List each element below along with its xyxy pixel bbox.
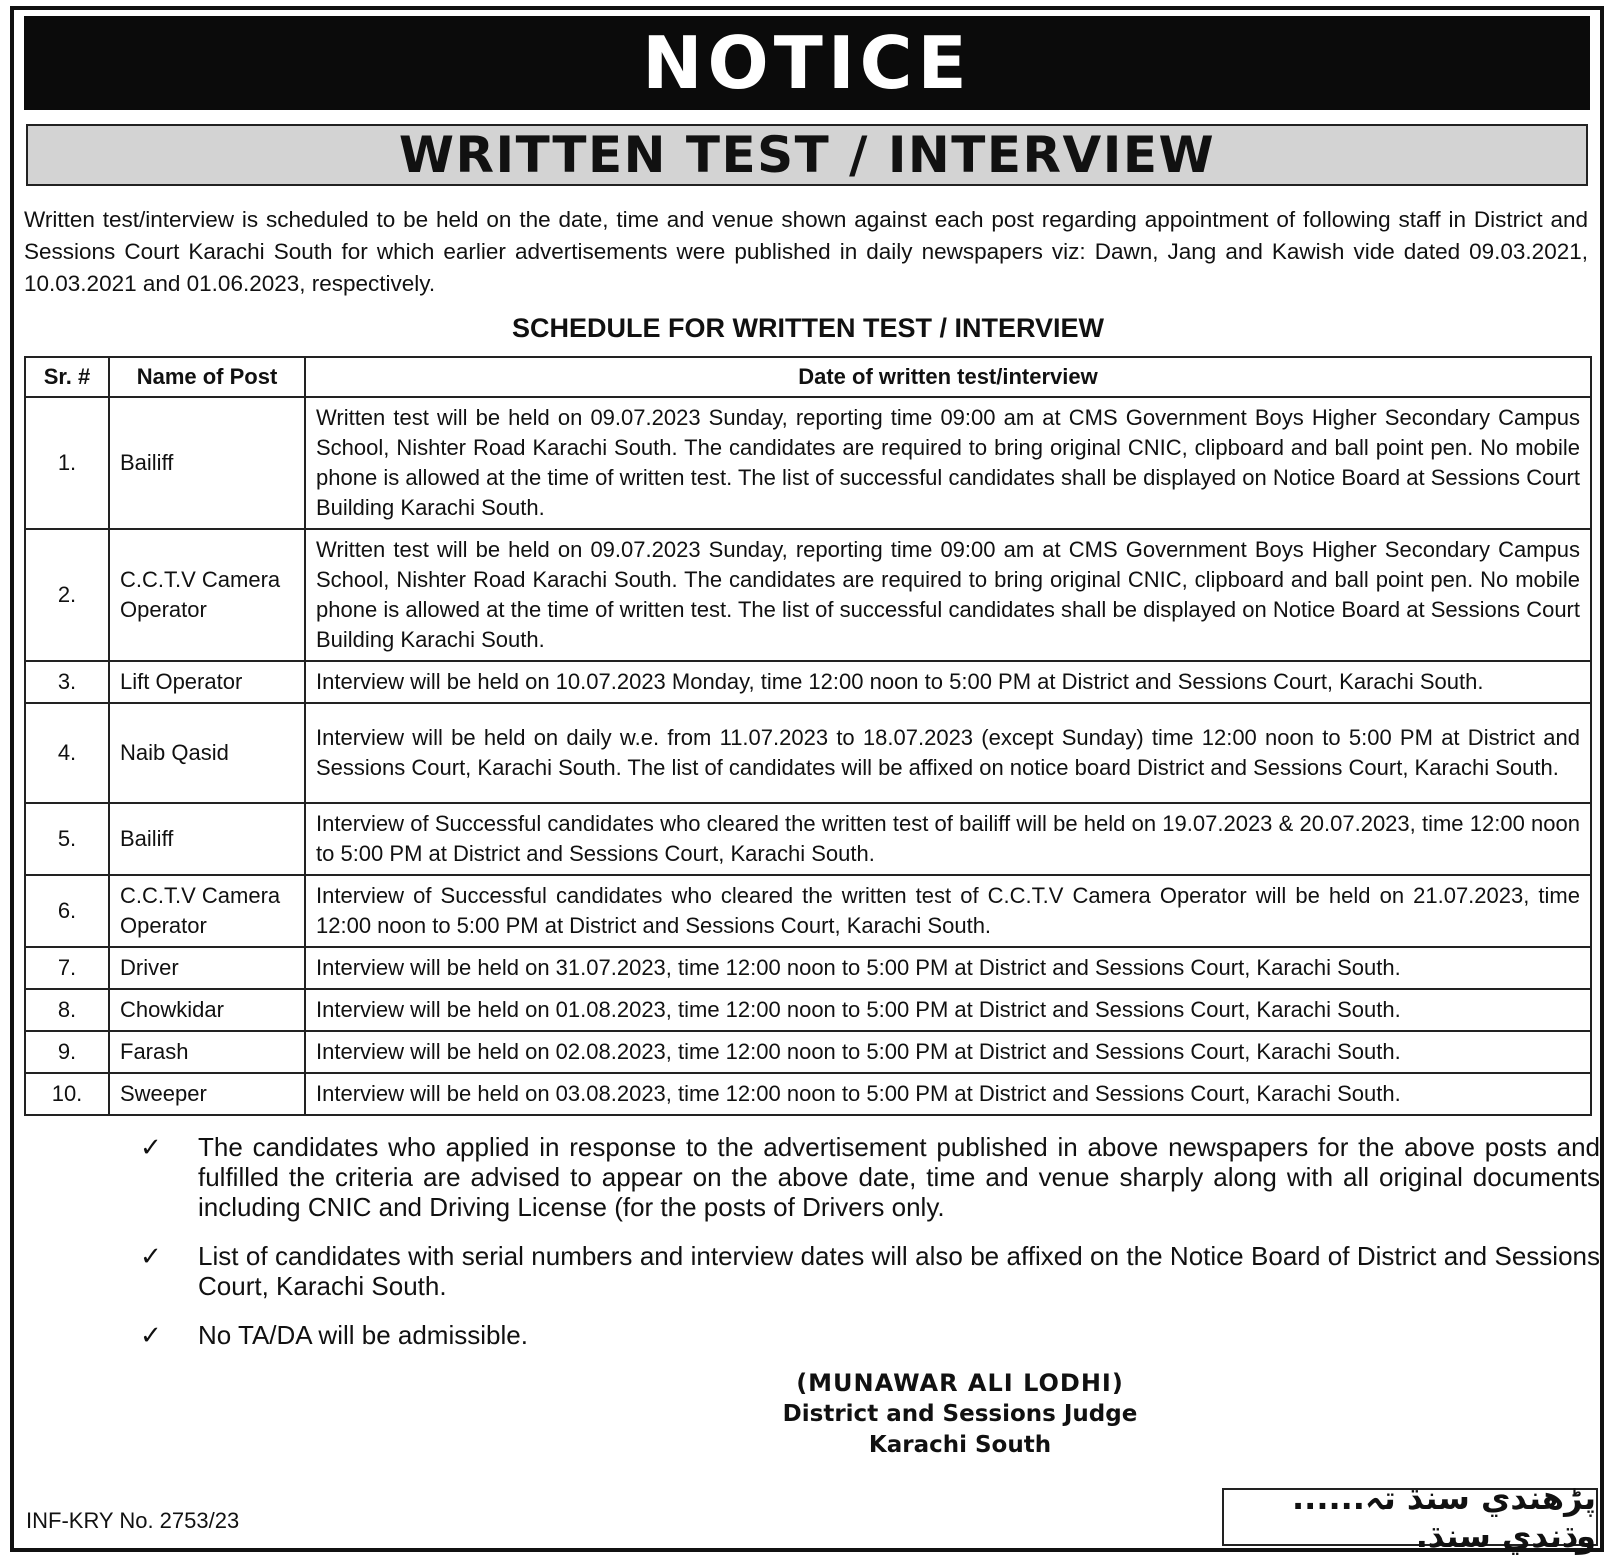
table-row (25, 875, 1591, 947)
row-serial: 4. (25, 703, 109, 803)
reference-number: INF-KRY No. 2753/23 (26, 1508, 240, 1533)
table-row (25, 703, 1591, 803)
table-row (25, 397, 1591, 529)
table-row (25, 1031, 1591, 1073)
row-detail: Interview will be held on 03.08.2023, time 12:00 noon to 5:00 PM at District and Sessions Court, Karachi South. (305, 1073, 1591, 1115)
notes-list (140, 1132, 1600, 1369)
row-serial: 9. (25, 1031, 109, 1073)
table-header-row (25, 357, 1591, 397)
sindhi-slogan-box: پڑھندي سنڌ تہ...... وڌندي سنڌ. (1222, 1488, 1598, 1546)
row-post: Lift Operator (109, 661, 305, 703)
column-header-sr: Sr. # (25, 357, 109, 397)
table-row (25, 989, 1591, 1031)
row-detail: Interview will be held on 02.08.2023, time 12:00 noon to 5:00 PM at District and Sessions Court, Karachi South. (305, 1031, 1591, 1073)
list-item (140, 1241, 1600, 1301)
row-post: Bailiff (109, 397, 305, 529)
notice-title: NOTICE (24, 16, 1590, 110)
table-row (25, 661, 1591, 703)
table-row (25, 947, 1591, 989)
row-detail: Interview will be held on daily w.e. from 11.07.2023 to 18.07.2023 (except Sunday) time 12:00 noon to 5:00 PM at District and Sessions Court, Karachi South. The list of candidates will be affixed on notice board District and Sessions Court, Karachi South. (305, 703, 1591, 803)
checkmark-icon: ✓ (140, 1241, 162, 1271)
list-item (140, 1320, 1600, 1350)
table-row (25, 529, 1591, 661)
intro-paragraph: Written test/interview is scheduled to be held on the date, time and venue shown against each post regarding appointment of following staff in District and Sessions Court Karachi South for which earlier advertisements were published in daily newspapers viz: Dawn, Jang and Kawish vide dated 09.03.2021, 10.03.2021 and 01.06.2023, respectively. (24, 207, 1588, 296)
signatory-designation: District and Sessions Judge (782, 1401, 1138, 1427)
schedule-table (24, 356, 1592, 1116)
table-row (25, 803, 1591, 875)
row-detail: Interview will be held on 10.07.2023 Monday, time 12:00 noon to 5:00 PM at District and Sessions Court, Karachi South. (305, 661, 1591, 703)
column-header-post: Name of Post (109, 357, 305, 397)
note-text: The candidates who applied in response to the advertisement published in above newspapers for the above posts and fulfilled the criteria are advised to appear on the above date, time and venue sharply along with all original documents including CNIC and Driving License (for the posts of Drivers only. (198, 1132, 1600, 1222)
row-post: Chowkidar (109, 989, 305, 1031)
row-serial: 5. (25, 803, 109, 875)
row-detail: Written test will be held on 09.07.2023 Sunday, reporting time 09:00 am at CMS Government Boys Higher Secondary Campus School, Nishter Road Karachi South. The candidates are required to bring original CNIC, clipboard and ball point pen. No mobile phone is allowed at the time of written test. The list of successful candidates shall be displayed on Notice Board at Sessions Court Building Karachi South. (305, 397, 1591, 529)
signature-block (700, 1368, 1220, 1461)
row-serial: 8. (25, 989, 109, 1031)
signatory-location: Karachi South (868, 1432, 1052, 1458)
list-item (140, 1132, 1600, 1222)
row-serial: 1. (25, 397, 109, 529)
table-row (25, 1073, 1591, 1115)
row-detail: Interview will be held on 01.08.2023, time 12:00 noon to 5:00 PM at District and Sessions Court, Karachi South. (305, 989, 1591, 1031)
row-post: Bailiff (109, 803, 305, 875)
row-detail: Interview of Successful candidates who cleared the written test of C.C.T.V Camera Operator will be held on 21.07.2023, time 12:00 noon to 5:00 PM at District and Sessions Court, Karachi South. (305, 875, 1591, 947)
note-text: No TA/DA will be admissible. (198, 1320, 528, 1350)
checkmark-icon: ✓ (140, 1132, 162, 1162)
row-post: Farash (109, 1031, 305, 1073)
checkmark-icon: ✓ (140, 1320, 162, 1350)
row-serial: 2. (25, 529, 109, 661)
signatory-name: (MUNAWAR ALI LODHI) (796, 1369, 1124, 1397)
column-header-date: Date of written test/interview (305, 357, 1591, 397)
row-serial: 10. (25, 1073, 109, 1115)
notice-subtitle: WRITTEN TEST / INTERVIEW (26, 124, 1588, 186)
row-detail: Interview will be held on 31.07.2023, time 12:00 noon to 5:00 PM at District and Sessions Court, Karachi South. (305, 947, 1591, 989)
row-post: C.C.T.V Camera Operator (109, 875, 305, 947)
row-detail: Interview of Successful candidates who cleared the written test of bailiff will be held on 19.07.2023 & 20.07.2023, time 12:00 noon to 5:00 PM at District and Sessions Court, Karachi South. (305, 803, 1591, 875)
row-serial: 7. (25, 947, 109, 989)
schedule-heading: SCHEDULE FOR WRITTEN TEST / INTERVIEW (511, 313, 1104, 343)
row-post: Naib Qasid (109, 703, 305, 803)
row-post: Sweeper (109, 1073, 305, 1115)
row-detail: Written test will be held on 09.07.2023 Sunday, reporting time 09:00 am at CMS Government Boys Higher Secondary Campus School, Nishter Road Karachi South. The candidates are required to bring original CNIC, clipboard and ball point pen. No mobile phone is allowed at the time of written test. The list of successful candidates shall be displayed on Notice Board at Sessions Court Building Karachi South. (305, 529, 1591, 661)
note-text: List of candidates with serial numbers and interview dates will also be affixed on the Notice Board of District and Sessions Court, Karachi South. (198, 1241, 1600, 1301)
row-post: Driver (109, 947, 305, 989)
row-serial: 6. (25, 875, 109, 947)
row-serial: 3. (25, 661, 109, 703)
row-post: C.C.T.V Camera Operator (109, 529, 305, 661)
